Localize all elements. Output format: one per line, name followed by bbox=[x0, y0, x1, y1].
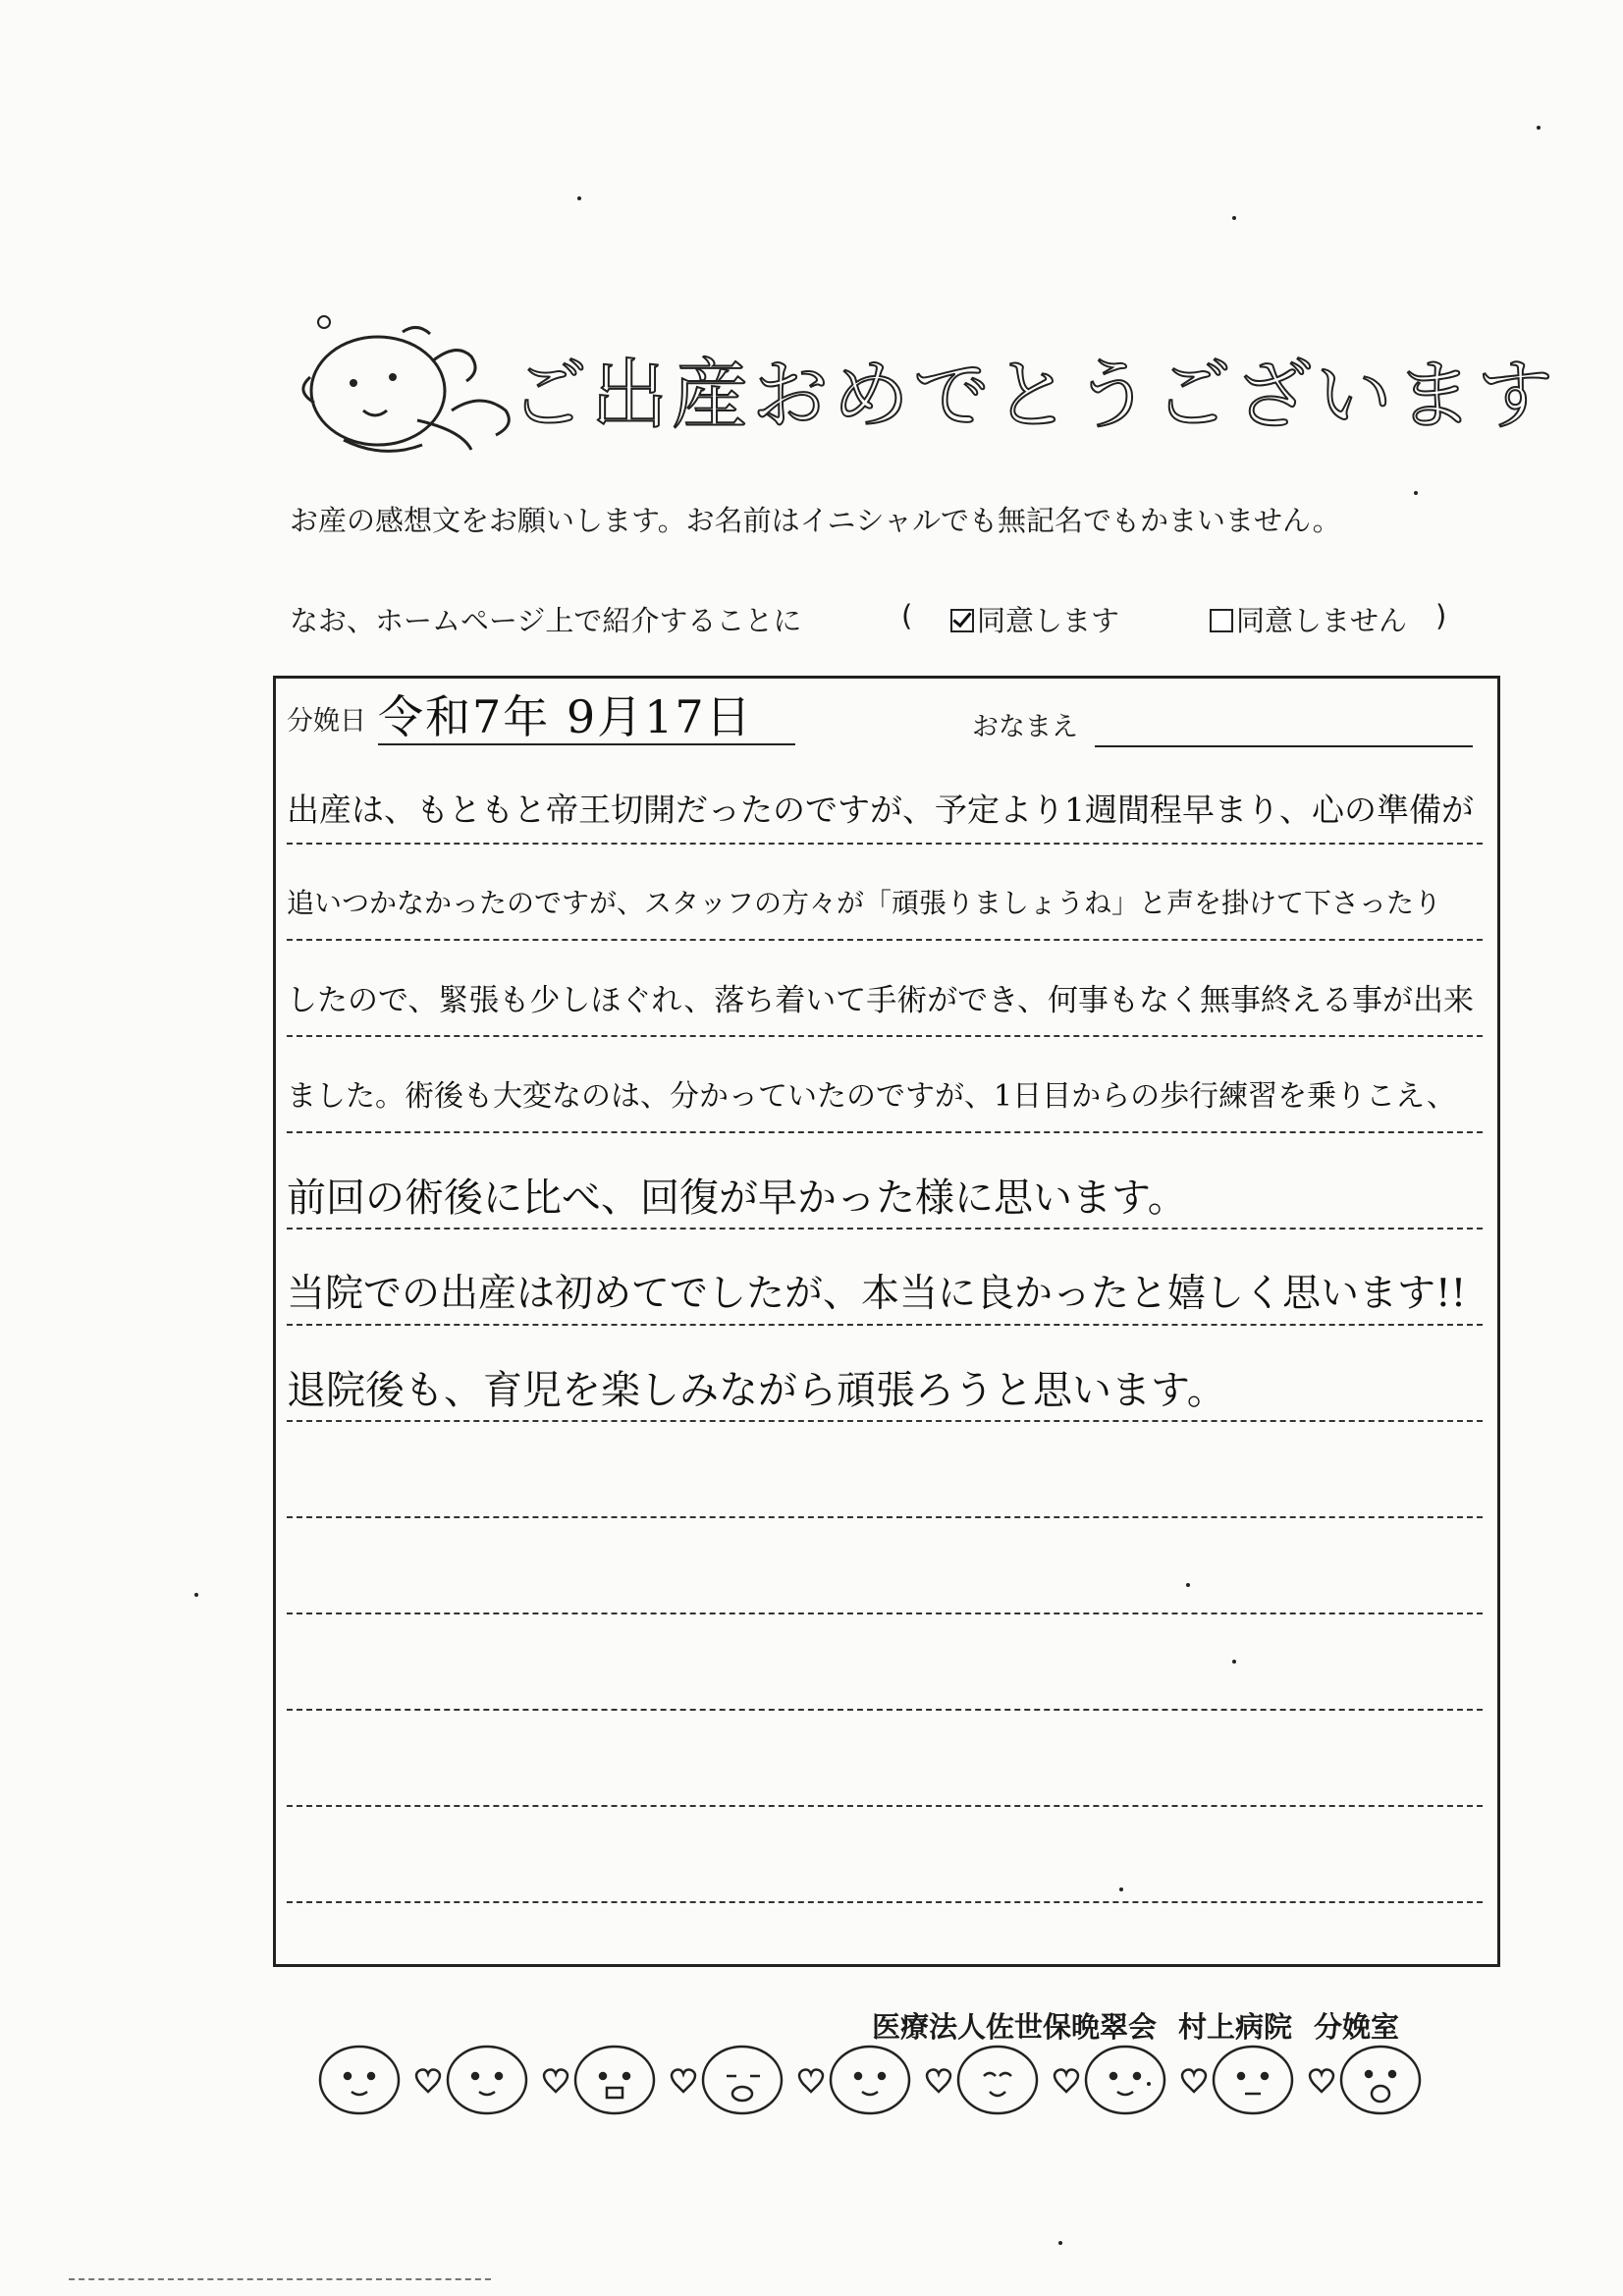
handwritten-line[interactable]: 追いつかなかったのですが、スタッフの方々が「頑張りましょうね」と声を掛けて下さったり bbox=[287, 887, 1442, 919]
baby-face-icon bbox=[1341, 2047, 1420, 2113]
scan-speck bbox=[194, 1593, 198, 1597]
disagree-option[interactable] bbox=[1210, 599, 1407, 639]
dashed-rule bbox=[287, 1035, 1483, 1037]
name-field[interactable] bbox=[1095, 745, 1473, 747]
handwritten-line[interactable]: 退院後も、育児を楽しみながら頑張ろうと思います。 bbox=[287, 1368, 1226, 1413]
date-underline bbox=[378, 743, 795, 745]
dashed-rule bbox=[287, 1324, 1483, 1326]
handwritten-line[interactable]: 出産は、もともと帝王切開だったのですが、予定より1週間程早まり、心の準備が bbox=[287, 791, 1474, 829]
paren-close: ) bbox=[1435, 599, 1447, 632]
baby-face-icon bbox=[703, 2047, 782, 2113]
heart-icon bbox=[672, 2070, 695, 2093]
delivery-date-value[interactable]: 令和7年 9月17日 bbox=[378, 690, 753, 743]
agree-checkbox[interactable] bbox=[950, 609, 974, 632]
baby-face-icon bbox=[1086, 2047, 1164, 2113]
heart-icon bbox=[1055, 2070, 1078, 2093]
homepage-consent-text: なお、ホームページ上で紹介することに bbox=[290, 604, 802, 637]
disagree-label: 同意しません bbox=[1236, 604, 1408, 637]
heart-icon bbox=[416, 2070, 440, 2093]
heart-icon bbox=[799, 2070, 823, 2093]
dashed-rule bbox=[287, 1131, 1483, 1133]
dashed-rule bbox=[287, 1516, 1483, 1518]
handwritten-line[interactable]: 前回の術後に比べ、回復が早かった様に思います。 bbox=[287, 1175, 1187, 1221]
scan-speck bbox=[577, 196, 581, 200]
header bbox=[285, 312, 1558, 469]
name-label: おなまえ bbox=[972, 712, 1078, 742]
handwritten-line[interactable]: したので、緊張も少しほぐれ、落ち着いて手術ができ、何事もなく無事終える事が出来 bbox=[287, 983, 1474, 1018]
scan-speck bbox=[1414, 491, 1418, 495]
baby-face-icon bbox=[448, 2047, 526, 2113]
dashed-rule bbox=[287, 1709, 1483, 1711]
baby-face-icon bbox=[1214, 2047, 1292, 2113]
dashed-rule bbox=[287, 939, 1483, 941]
baby-faces-decoration bbox=[312, 2035, 1481, 2125]
heart-icon bbox=[1310, 2070, 1333, 2093]
delivery-date-label: 分娩日 bbox=[287, 706, 366, 737]
footer-department: 分娩室 bbox=[1314, 2010, 1400, 2044]
scan-speck bbox=[1537, 126, 1541, 130]
scan-speck bbox=[1232, 216, 1236, 220]
scan-artifact bbox=[69, 2278, 491, 2280]
dashed-rule bbox=[287, 843, 1483, 845]
dashed-rule bbox=[287, 1805, 1483, 1807]
dashed-rule bbox=[287, 1420, 1483, 1422]
handwritten-line[interactable]: 当院での出産は初めてでしたが、本当に良かったと嬉しく思います!! bbox=[287, 1272, 1467, 1316]
agree-label: 同意します bbox=[977, 604, 1120, 637]
footer-org-name: 医療法人佐世保晩翠会 bbox=[872, 2010, 1158, 2044]
disagree-checkbox[interactable] bbox=[1210, 609, 1233, 632]
instruction-text: お産の感想文をお願いします。お名前はイニシャルでも無記名でもかまいません。 bbox=[290, 504, 1341, 537]
paren-open: ( bbox=[901, 599, 913, 632]
baby-face-icon bbox=[958, 2047, 1037, 2113]
baby-face-icon bbox=[575, 2047, 654, 2113]
heart-icon bbox=[544, 2070, 568, 2093]
baby-logo-icon bbox=[285, 312, 540, 469]
baby-face-icon bbox=[320, 2047, 399, 2113]
heart-icon bbox=[1182, 2070, 1206, 2093]
agree-option[interactable] bbox=[950, 599, 1119, 639]
handwritten-line[interactable]: ました。術後も大変なのは、分かっていたのですが、1日目からの歩行練習を乗りこえ、 bbox=[287, 1079, 1456, 1114]
scan-speck bbox=[1058, 2241, 1062, 2245]
heart-icon bbox=[927, 2070, 950, 2093]
impression-form bbox=[273, 676, 1500, 1967]
dashed-rule bbox=[287, 1613, 1483, 1614]
dashed-rule bbox=[287, 1228, 1483, 1230]
baby-face-icon bbox=[831, 2047, 909, 2113]
dashed-rule bbox=[287, 1901, 1483, 1903]
page-title: ご出産おめでとうございます bbox=[511, 352, 1558, 440]
footer-hospital: 村上病院 bbox=[1178, 2010, 1293, 2044]
